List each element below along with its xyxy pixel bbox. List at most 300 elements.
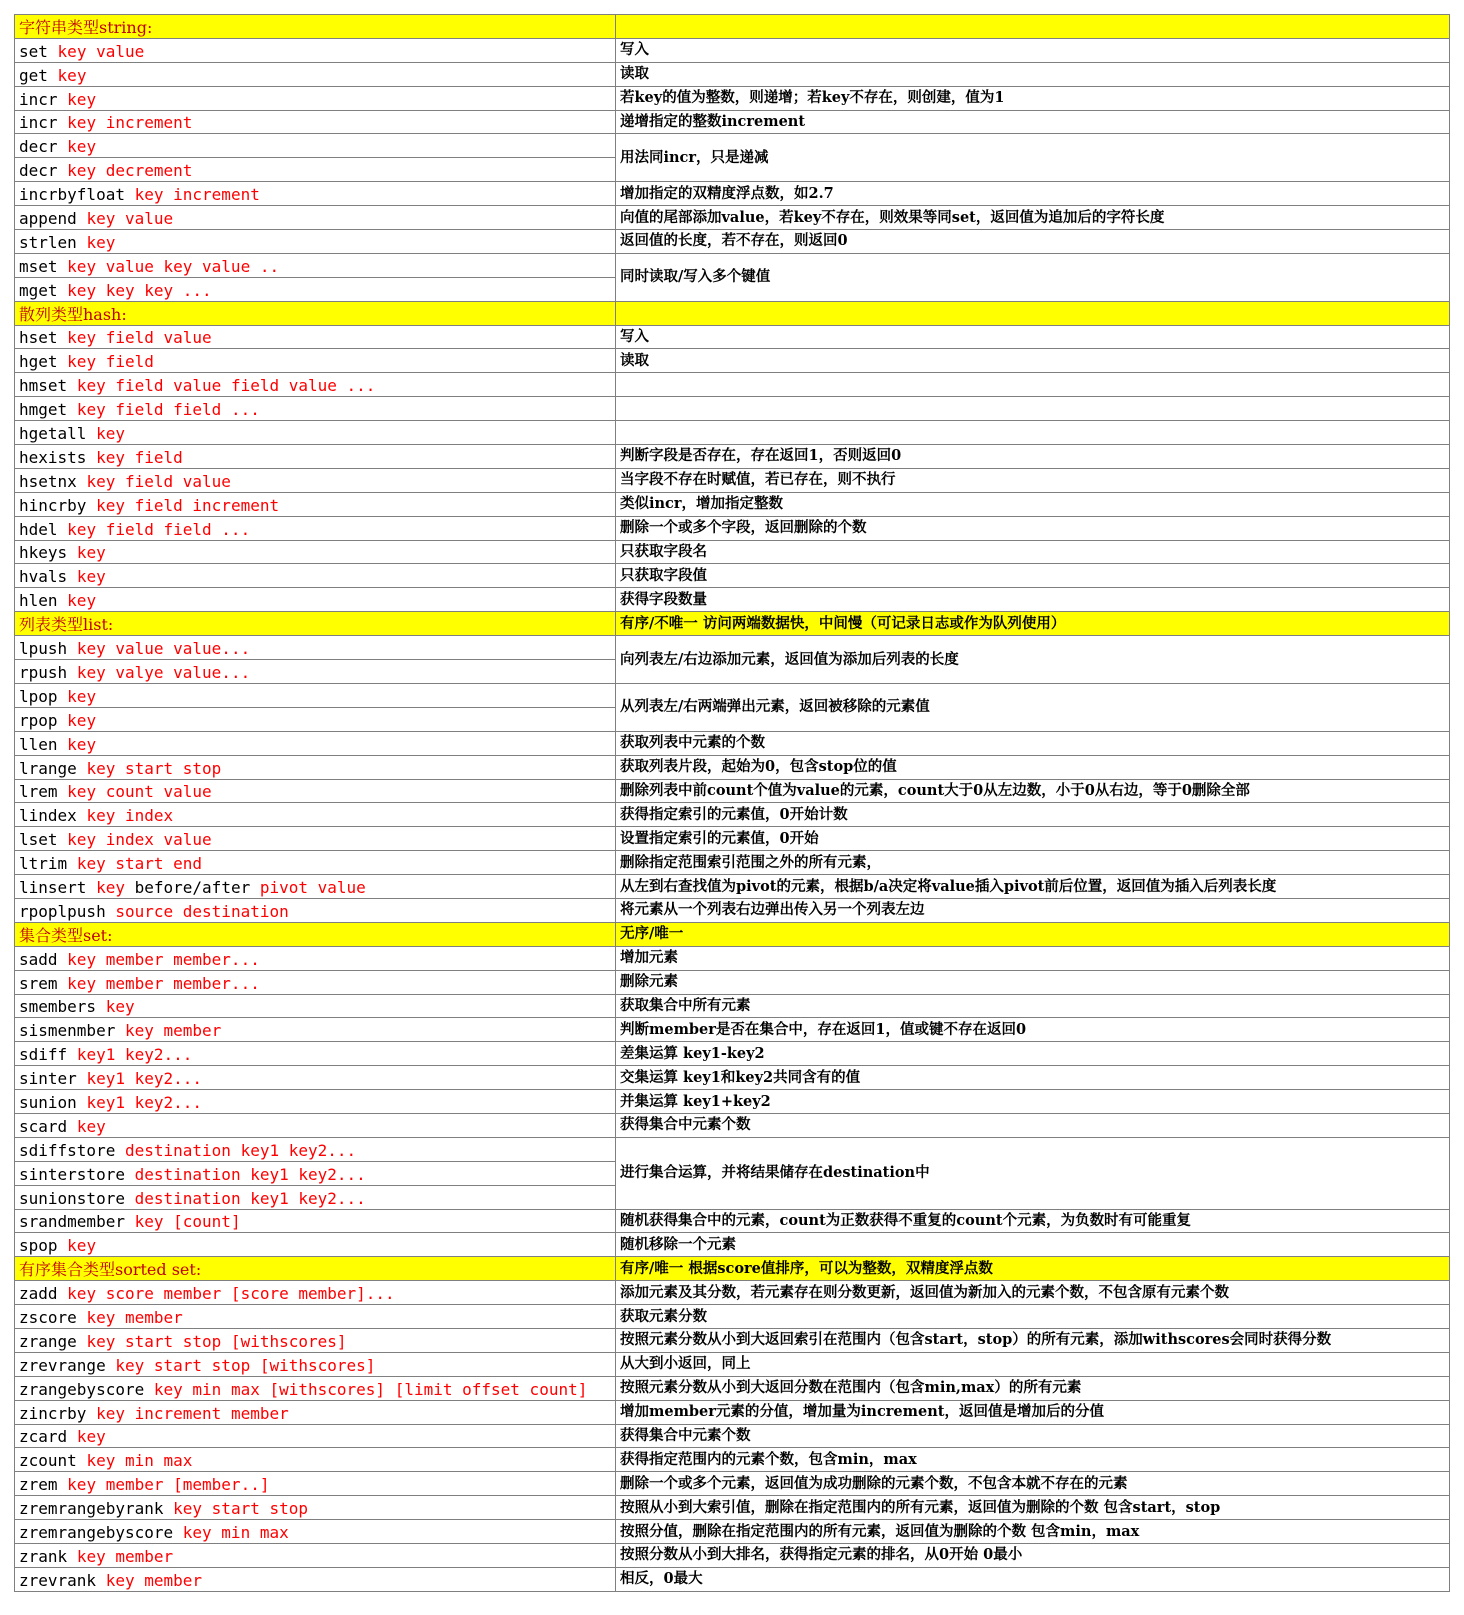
command-args: key start end [76,854,203,874]
command-row [15,540,1450,564]
command-cell [15,970,616,994]
command-args: key [76,1116,106,1136]
command-args: key value [86,209,174,229]
command-row [15,1544,1450,1568]
description-cell: 判断member是否在集合中，存在返回1，值或键不存在返回0 [616,1018,1450,1042]
command-args: key field field ... [76,400,260,420]
command-cell [15,540,616,564]
command-args: key1 key2... [86,1092,203,1112]
description-cell: 按照元素分数从小到大返回索引在范围内（包含start，stop）的所有元素，添加withscores会同时获得分数 [616,1328,1450,1352]
command-name: mget [19,280,58,300]
command-args: key start stop [86,758,222,778]
command-row [15,1137,1450,1161]
command-name: decr [19,161,58,181]
command-row [15,1233,1450,1257]
command-cell [15,1448,616,1472]
section-note [616,15,1450,39]
command-cell [15,421,616,445]
command-cell [15,1161,616,1185]
description-cell: 增加member元素的分值，增加量为increment，返回值是增加后的分值 [616,1400,1450,1424]
command-cell [15,492,616,516]
command-args: key [67,686,97,706]
command-cell [15,994,616,1018]
command-row [15,1520,1450,1544]
section-title: 字符串类型string: [15,15,616,39]
description-cell: 随机移除一个元素 [616,1233,1450,1257]
command-keyword: before/after [124,877,260,897]
command-cell [15,946,616,970]
command-row [15,898,1450,922]
description-cell [616,421,1450,445]
command-cell [15,134,616,158]
description-cell: 获得指定范围内的元素个数，包含min，max [616,1448,1450,1472]
command-args: key index [86,806,174,826]
section-note: 有序/唯一 根据score值排序，可以为整数，双精度浮点数 [616,1257,1450,1281]
command-name: lset [19,830,58,850]
command-name: zrangebyscore [19,1379,145,1399]
command-row [15,946,1450,970]
section-title: 有序集合类型sorted set: [15,1257,616,1281]
redis-command-sheet [14,14,1450,1592]
description-cell: 交集运算 key1和key2共同含有的值 [616,1066,1450,1090]
description-cell: 并集运算 key1+key2 [616,1090,1450,1114]
command-cell [15,683,616,707]
description-cell: 按照分数从小到大排名，获得指定元素的排名，从0开始 0最小 [616,1544,1450,1568]
description-cell: 类似incr，增加指定整数 [616,492,1450,516]
command-row [15,445,1450,469]
description-cell: 向列表左/右边添加元素，返回值为添加后列表的长度 [616,636,1450,684]
command-row [15,468,1450,492]
description-cell [616,397,1450,421]
description-cell: 只获取字段名 [616,540,1450,564]
command-cell [15,206,616,230]
command-row [15,110,1450,134]
command-cell [15,1113,616,1137]
command-args: key value [57,41,145,61]
command-name: zremrangebyrank [19,1499,164,1519]
command-name: smembers [19,997,97,1017]
command-cell [15,636,616,660]
command-row [15,325,1450,349]
command-args: key [86,232,116,252]
command-name: zrank [19,1546,68,1566]
command-args: key min max [182,1523,289,1542]
command-row [15,636,1450,660]
command-name: hdel [19,519,58,539]
command-name: hmset [19,376,68,396]
section-title: 散列类型hash: [15,301,616,325]
command-cell [15,1305,616,1329]
command-cell [15,1137,616,1161]
command-name: hgetall [19,424,87,444]
description-cell: 按照分值，删除在指定范围内的所有元素，返回值为删除的个数 包含min，max [616,1520,1450,1544]
command-name: ltrim [19,854,68,874]
command-name: sunionstore [19,1188,125,1208]
command-cell [15,230,616,254]
command-row [15,1066,1450,1090]
command-cell [15,1544,616,1568]
command-cell [15,158,616,182]
command-cell [15,779,616,803]
command-row [15,1424,1450,1448]
command-args: key start stop [withscores] [115,1355,376,1375]
command-row [15,827,1450,851]
command-args: key member [105,1570,203,1590]
command-cell [15,1376,616,1400]
command-cell [15,516,616,540]
description-cell: 同时读取/写入多个键值 [616,253,1450,301]
command-args: key count value [67,782,212,802]
section-header-row [15,301,1450,325]
command-row [15,1018,1450,1042]
command-name: zscore [19,1307,77,1327]
command-args: key field increment [96,495,280,515]
command-cell [15,1424,616,1448]
description-cell: 只获取字段值 [616,564,1450,588]
command-name: lpush [19,639,68,659]
command-args: key increment [134,185,260,205]
command-row [15,421,1450,445]
command-name: hincrby [19,495,87,515]
command-args: key field value [86,471,231,491]
command-row [15,62,1450,86]
command-args: key field value field value ... [76,376,376,396]
command-row [15,492,1450,516]
section-title: 集合类型set: [15,922,616,946]
command-name: incrbyfloat [19,185,125,205]
command-name: linsert [19,877,87,897]
command-name: sadd [19,949,58,969]
command-row [15,1281,1450,1305]
command-args: key field value [67,328,212,348]
command-row [15,1305,1450,1329]
section-header-row [15,922,1450,946]
command-name: hget [19,352,58,372]
command-row [15,206,1450,230]
command-name: mset [19,256,58,276]
command-row [15,1448,1450,1472]
description-cell: 读取 [616,62,1450,86]
command-cell [15,1567,616,1591]
description-cell: 获得集合中元素个数 [616,1424,1450,1448]
command-args: destination key1 key2... [134,1188,366,1208]
command-cell [15,898,616,922]
description-cell: 添加元素及其分数，若元素存在则分数更新，返回值为新加入的元素个数，不包含原有元素个数 [616,1281,1450,1305]
command-args: key field field ... [67,519,251,539]
command-row [15,683,1450,707]
command-args: pivot value [259,877,366,897]
command-row [15,516,1450,540]
command-args: key [67,89,97,109]
command-cell [15,62,616,86]
command-cell [15,86,616,110]
command-row [15,1090,1450,1114]
command-row [15,1113,1450,1137]
description-cell: 进行集合运算，并将结果储存在destination中 [616,1137,1450,1209]
command-name: sdiffstore [19,1140,116,1160]
command-name: spop [19,1236,58,1256]
description-cell: 返回值的长度，若不存在，则返回0 [616,230,1450,254]
command-args: key score member [score member]... [67,1284,395,1304]
description-cell [616,373,1450,397]
description-cell: 从列表左/右两端弹出元素，返回被移除的元素值 [616,683,1450,731]
sheet-body [15,15,1450,1592]
command-row [15,134,1450,158]
command-name: zremrangebyscore [19,1523,174,1542]
command-cell [15,1400,616,1424]
description-cell: 获取元素分数 [616,1305,1450,1329]
section-header-row [15,1257,1450,1281]
command-name: hsetnx [19,471,77,491]
command-name: zrange [19,1331,77,1351]
command-row [15,803,1450,827]
command-args: key [67,137,97,157]
command-cell [15,731,616,755]
command-name: incr [19,89,58,109]
command-name: hmget [19,400,68,420]
command-row [15,373,1450,397]
command-row [15,38,1450,62]
command-cell [15,707,616,731]
command-name: srem [19,973,58,993]
section-header-row [15,612,1450,636]
description-cell: 将元素从一个列表右边弹出传入另一个列表左边 [616,898,1450,922]
command-name: lpop [19,686,58,706]
command-cell [15,588,616,612]
command-name: hexists [19,447,87,467]
command-name: sdiff [19,1045,68,1065]
command-name: zrevrange [19,1355,106,1375]
description-cell: 删除列表中前count个值为value的元素，count大于0从左边数，小于0从右边，等于0删除全部 [616,779,1450,803]
command-cell [15,1520,616,1544]
command-args: key field [96,447,183,467]
command-row [15,86,1450,110]
command-cell [15,1328,616,1352]
command-args: key [96,424,125,444]
command-name: append [19,209,77,229]
description-cell: 相反，0最大 [616,1567,1450,1591]
command-cell [15,110,616,134]
command-row [15,564,1450,588]
command-name: rpop [19,710,58,730]
description-cell: 删除指定范围索引范围之外的所有元素， [616,851,1450,875]
command-name: hkeys [19,543,68,563]
command-row [15,851,1450,875]
command-args: source destination [115,901,289,921]
command-row [15,1328,1450,1352]
command-row [15,1376,1450,1400]
command-cell [15,803,616,827]
command-name: zcard [19,1427,68,1447]
command-name: decr [19,137,58,157]
command-cell [15,1496,616,1520]
command-name: zincrby [19,1403,87,1423]
description-cell: 按照从小到大索引值，删除在指定范围内的所有元素，返回值为删除的个数 包含start，stop [616,1496,1450,1520]
description-cell: 写入 [616,38,1450,62]
command-cell [15,851,616,875]
command-args: key member member... [67,973,260,993]
command-row [15,397,1450,421]
command-row [15,994,1450,1018]
section-note: 有序/不唯一 访问两端数据快，中间慢（可记录日志或作为队列使用） [616,612,1450,636]
description-cell: 增加指定的双精度浮点数，如2.7 [616,182,1450,206]
command-row [15,1496,1450,1520]
command-args: key [76,1427,106,1447]
command-name: rpoplpush [19,901,106,921]
command-args: key field [67,352,154,372]
command-row [15,349,1450,373]
command-args: key [57,65,87,85]
command-args: key [76,543,106,563]
command-cell [15,1233,616,1257]
command-args: key member member... [67,949,260,969]
command-cell [15,1066,616,1090]
command-args: key increment [67,113,193,133]
command-args: key value value... [76,639,251,659]
description-cell: 读取 [616,349,1450,373]
description-cell: 判断字段是否存在，存在返回1，否则返回0 [616,445,1450,469]
command-name: sunion [19,1092,77,1112]
command-args: key start stop [173,1499,308,1519]
description-cell: 删除一个或多个字段，返回删除的个数 [616,516,1450,540]
description-cell: 获取列表片段，起始为0，包含stop位的值 [616,755,1450,779]
command-cell [15,1042,616,1066]
command-name: zcount [19,1451,77,1471]
command-row [15,1472,1450,1496]
description-cell: 用法同incr，只是递减 [616,134,1450,182]
command-cell [15,373,616,397]
command-args: key index value [67,830,212,850]
description-cell: 获取列表中元素的个数 [616,731,1450,755]
command-row [15,1042,1450,1066]
command-name: lrange [19,758,77,778]
command-cell [15,325,616,349]
command-args: key [67,1236,97,1256]
description-cell: 向值的尾部添加value，若key不存在，则效果等同set，返回值为追加后的字符长度 [616,206,1450,230]
command-args: key1 key2... [76,1045,193,1065]
command-name: get [19,65,48,85]
description-cell: 获得集合中元素个数 [616,1113,1450,1137]
command-cell [15,277,616,301]
section-header-row [15,15,1450,39]
command-cell [15,182,616,206]
description-cell: 设置指定索引的元素值，0开始 [616,827,1450,851]
command-cell [15,397,616,421]
command-args: key member [member..] [67,1475,270,1495]
command-args: key decrement [67,161,193,181]
command-args: key [76,567,106,587]
command-cell [15,1090,616,1114]
command-args: key [105,997,135,1017]
description-cell: 当字段不存在时赋值，若已存在，则不执行 [616,468,1450,492]
command-args: key start stop [withscores] [86,1331,347,1351]
command-name: hset [19,328,58,348]
command-cell [15,38,616,62]
command-args: key value key value .. [67,256,280,276]
command-args: key [67,710,97,730]
command-args: key member [86,1307,183,1327]
command-cell [15,445,616,469]
description-cell: 写入 [616,325,1450,349]
command-cell [15,1352,616,1376]
command-cell [15,827,616,851]
description-cell: 从大到小返回，同上 [616,1352,1450,1376]
description-cell: 获得字段数量 [616,588,1450,612]
command-name: hlen [19,591,58,611]
command-name: lrem [19,782,58,802]
section-title: 列表类型list: [15,612,616,636]
section-note [616,301,1450,325]
command-args: destination key1 key2... [124,1140,357,1160]
command-row [15,588,1450,612]
command-row [15,253,1450,277]
command-cell [15,875,616,899]
command-args: key valye value... [76,662,251,682]
command-cell [15,660,616,684]
command-args: key [count] [134,1212,241,1232]
command-cell [15,349,616,373]
command-name: zrevrank [19,1570,97,1590]
command-row [15,1567,1450,1591]
command-args: key [67,734,97,754]
command-name: hvals [19,567,68,587]
command-row [15,1209,1450,1233]
command-row [15,875,1450,899]
command-row [15,182,1450,206]
command-row [15,755,1450,779]
description-cell: 递增指定的整数increment [616,110,1450,134]
command-name: scard [19,1116,68,1136]
command-cell [15,1209,616,1233]
command-cell [15,564,616,588]
description-cell: 获得指定索引的元素值，0开始计数 [616,803,1450,827]
command-name: srandmember [19,1212,125,1232]
command-cell [15,1281,616,1305]
section-note: 无序/唯一 [616,922,1450,946]
command-row [15,1400,1450,1424]
command-cell [15,1472,616,1496]
command-row [15,779,1450,803]
description-cell: 增加元素 [616,946,1450,970]
description-cell: 删除元素 [616,970,1450,994]
command-name: zadd [19,1284,58,1304]
command-row [15,1352,1450,1376]
command-cell [15,468,616,492]
command-name: sinterstore [19,1164,125,1184]
description-cell: 从左到右查找值为pivot的元素，根据b/a决定将value插入pivot前后位置，返回值为插入后列表长度 [616,875,1450,899]
command-name: incr [19,113,58,133]
command-name: sinter [19,1069,77,1089]
description-cell: 若key的值为整数，则递增；若key不存在，则创建，值为1 [616,86,1450,110]
command-name: llen [19,734,58,754]
command-cell [15,253,616,277]
command-args: key [67,591,97,611]
command-args: key1 key2... [86,1069,203,1089]
command-name: zrem [19,1475,58,1495]
description-cell: 随机获得集合中的元素，count为正数获得不重复的count个元素，为负数时有可能重复 [616,1209,1450,1233]
command-cell [15,755,616,779]
command-row [15,230,1450,254]
command-name: strlen [19,232,77,252]
description-cell: 删除一个或多个元素，返回值为成功删除的元素个数，不包含本就不存在的元素 [616,1472,1450,1496]
command-args: key member [124,1021,222,1041]
command-args: key increment member [96,1403,289,1423]
command-row [15,970,1450,994]
command-args: key [96,877,125,897]
description-cell: 差集运算 key1-key2 [616,1042,1450,1066]
command-row [15,731,1450,755]
command-cell [15,1185,616,1209]
